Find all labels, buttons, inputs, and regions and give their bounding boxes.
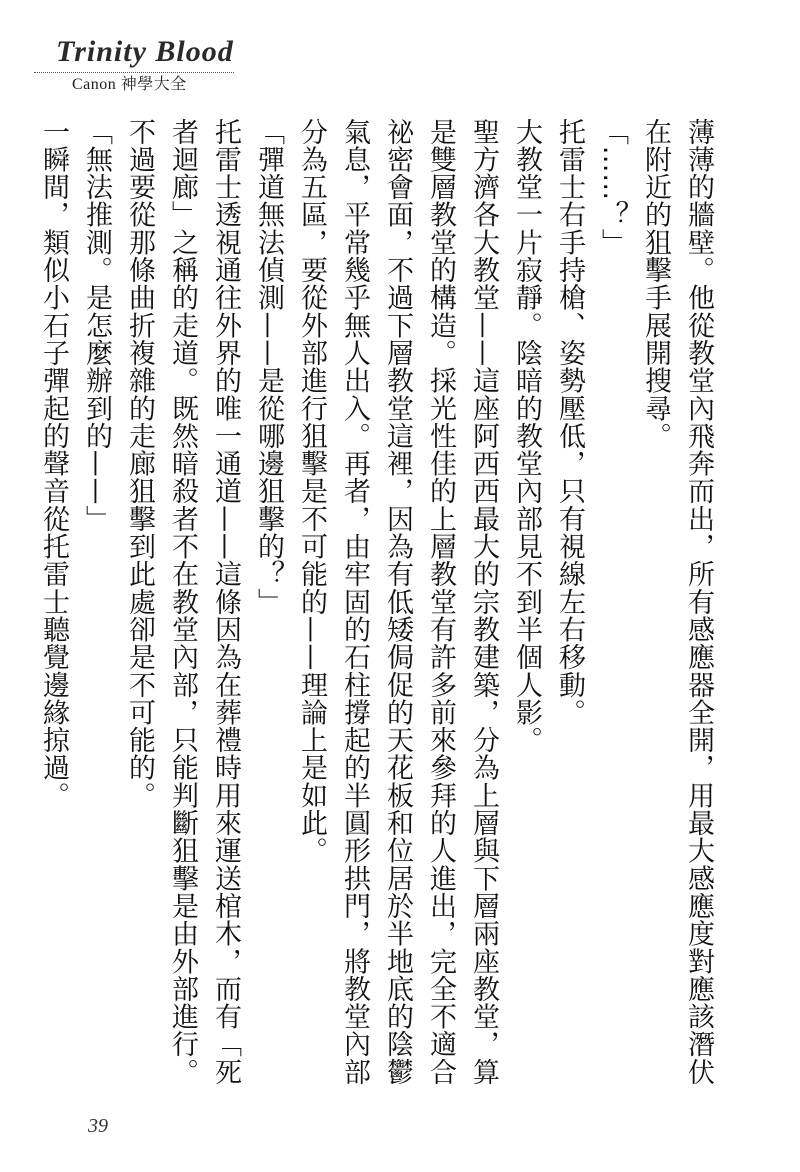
paragraph: 大教堂一片寂靜。陰暗的教堂內部見不到半個人影。	[511, 118, 542, 754]
header-dotted-rule	[34, 72, 234, 73]
paragraph: 「無法推測。是怎麼辦到的——」	[81, 118, 112, 533]
paragraph: 「……？」	[597, 118, 628, 257]
series-title: Trinity Blood	[56, 35, 234, 68]
paragraph: 「彈道無法偵測——是從哪邊狙擊的？」	[253, 118, 284, 616]
paragraph: 一瞬間，類似小石子彈起的聲音從托雷士聽覺邊緣掠過。	[38, 118, 69, 810]
paragraph: 托雷士右手持槍、姿勢壓低，只有視線左右移動。	[554, 118, 585, 727]
paragraph: 托雷士透視通往外界的唯一通道——這條因為在葬禮時用來運送棺木，而有「死者迴廊」之稱的走道。既然暗殺者不在教堂內部，只能判斷狙擊是由外部進行。不過要從那條曲折複雜的走廊狙擊到此處卻是不可能的。	[124, 118, 241, 1086]
paragraph: 聖方濟各大教堂——這座阿西西最大的宗教建築，分為上層與下層兩座教堂，算是雙層教堂的構造。採光性佳的上層教堂有許多前來參拜的人進出，完全不適合祕密會面，不過下層教堂這裡，因為有低矮侷促的天花板和位居於半地底的陰鬱氣息，平常幾乎無人出入。再者，由牢固的石柱撐起的半圓形拱門，將教堂內部分為五區，要從外部進行狙擊是不可能的——理論上是如此。	[296, 118, 499, 1086]
paragraph: 薄薄的牆壁。他從教堂內飛奔而出，所有感應器全開，用最大感應度對應該潛伏在附近的狙擊手展開搜尋。	[640, 118, 714, 1086]
running-header	[34, 34, 234, 94]
page-number: 39	[88, 1115, 108, 1137]
series-subtitle: Canon 神學大全	[72, 76, 187, 93]
vertical-text-body	[38, 118, 720, 1086]
